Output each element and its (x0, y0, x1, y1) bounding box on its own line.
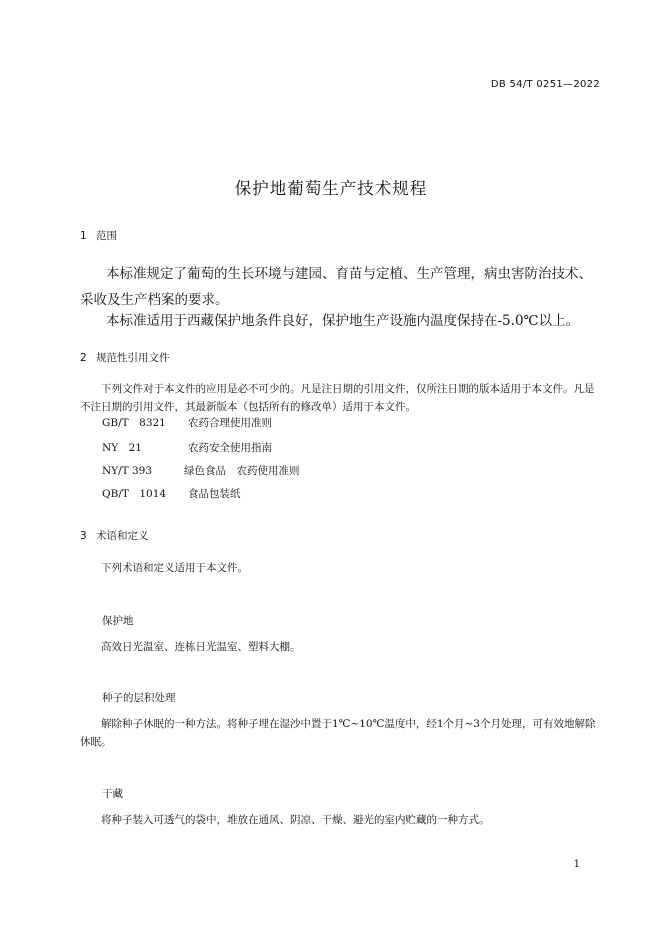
reference-code: GB/T 8321 (102, 417, 166, 429)
section-1-heading (80, 228, 117, 243)
term-title: 种子的层积处理 (102, 692, 176, 704)
scope-paragraph-2: 本标准适用于西藏保护地条件良好，保护地生产设施内温度保持在-5.0℃以上。 (106, 313, 580, 329)
term-definition: 将种子装入可透气的袋中，堆放在通风、阴凉、干燥、避光的室内贮藏的一种方式。 (101, 814, 490, 826)
section-1-title: 范围 (96, 230, 117, 242)
terms-intro: 下列术语和定义适用于本文件。 (101, 562, 248, 574)
document-code: DB 54/T 0251—2022 (490, 79, 600, 90)
page-number: 1 (573, 859, 580, 870)
term-definition: 解除种子休眠的一种方法。将种子埋在湿沙中置于1℃~10℃温度中，经1个月~3个月处理，可有效地解除休眠。 (80, 718, 596, 748)
term-title: 干藏 (102, 788, 123, 800)
term-title: 保护地 (102, 615, 134, 627)
section-3-number: 3 (80, 530, 87, 542)
term-definition: 高效日光温室、连栋日光温室、塑料大棚。 (101, 641, 301, 653)
section-2-number: 2 (80, 352, 87, 364)
section-3-heading (80, 528, 149, 543)
reference-item (102, 440, 272, 455)
reference-title: 农药安全使用指南 (188, 442, 272, 454)
reference-title: 食品包装纸 (188, 488, 241, 500)
reference-item (102, 486, 241, 501)
reference-item (102, 463, 300, 478)
reference-code: QB/T 1014 (102, 488, 167, 500)
reference-code: NY/T 393 (102, 465, 153, 477)
section-1-number: 1 (80, 230, 87, 242)
section-2-title: 规范性引用文件 (96, 352, 170, 364)
reference-item (102, 415, 272, 430)
references-intro: 下列文件对于本文件的应用是必不可少的。凡是注日期的引用文件，仅所注日期的版本适用于本文件。凡是不注日期的引用文件，其最新版本（包括所有的修改单）适用于本文件。 (80, 383, 595, 413)
reference-title: 农药合理使用准则 (188, 417, 272, 429)
reference-title: 绿色食品 农药使用准则 (184, 465, 300, 477)
document-title: 保护地葡萄生产技术规程 (234, 179, 428, 198)
section-2-heading (80, 350, 170, 365)
reference-code: NY 21 (102, 442, 142, 454)
scope-paragraph-1: 本标准规定了葡萄的生长环境与建园、育苗与定植、生产管理，病虫害防治技术、采收及生产档案的要求。 (80, 266, 592, 308)
section-3-title: 术语和定义 (96, 530, 149, 542)
